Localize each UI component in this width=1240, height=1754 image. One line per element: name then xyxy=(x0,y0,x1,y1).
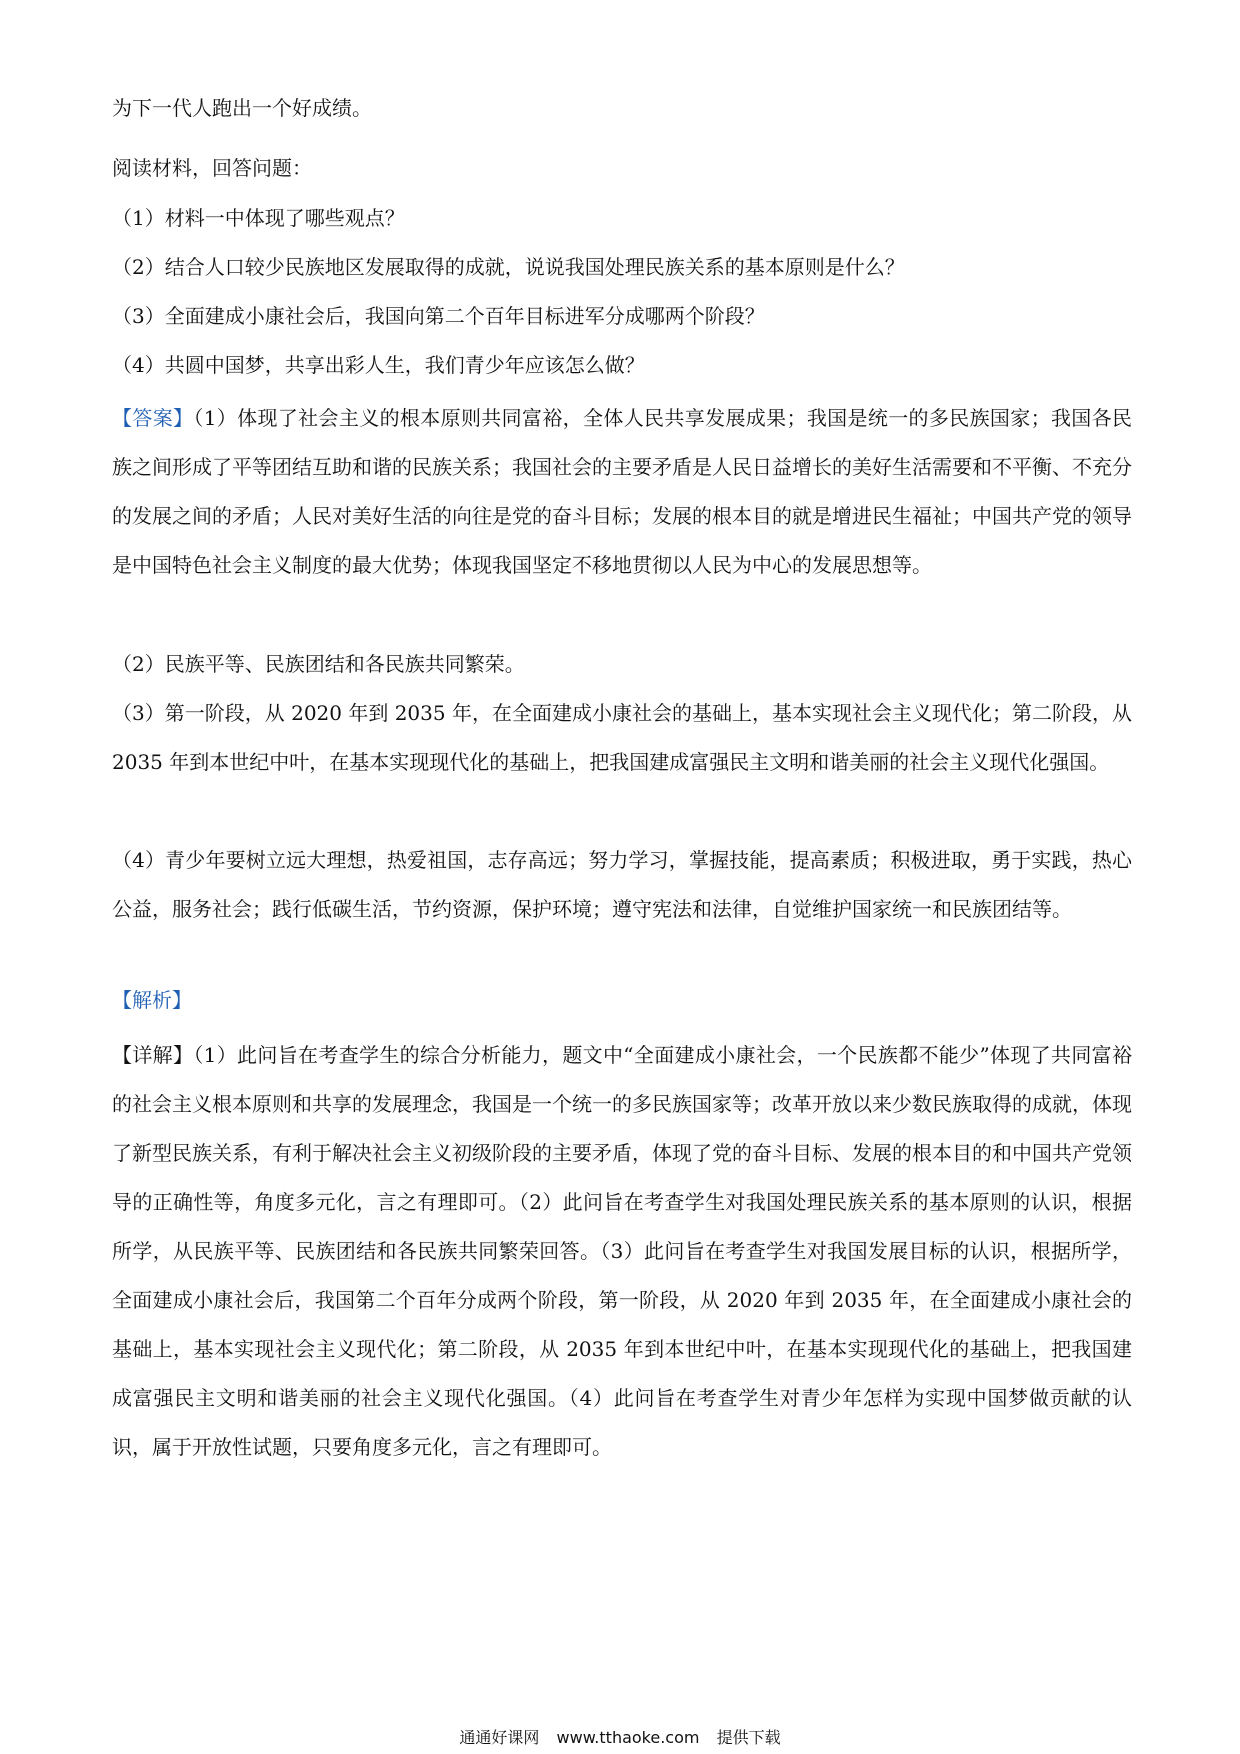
footer-note: 提供下载 xyxy=(716,1728,781,1747)
detail-text: （1）此问旨在考查学生的综合分析能力，题文中“全面建成小康社会，一个民族都不能少”体现了共同富裕的社会主义根本原则和共享的发展理念，我国是一个统一的多民族国家等；改革开放以来少数民族取得的成就，体现了新型民族关系，有利于解决社会主义初级阶段的主要矛盾，体现了党的奋斗目标、发展的根本目的和中国共产党领导的正确性等，角度多元化，言之有理即可。（2）此问旨在考查学生对我国处理民族关系的基本原则的认识，根据所学，从民族平等、民族团结和各民族共同繁荣回答。（3）此问旨在考查学生对我国发展目标的认识，根据所学，全面建成小康社会后，我国第二个百年分成两个阶段，第一阶段，从 2020 年到 2035 年，在全面建成小康社会的基础上，基本实现社会主义现代化；第二阶段，从 2035 年到本世纪中叶，在基本实现现代化的基础上，把我国建成富强民主文明和谐美丽的社会主义现代化强国。（4）此问旨在考查学生对青少年怎样为实现中国梦做贡献的认识，属于开放性试题，只要角度多元化，言之有理即可。 xyxy=(112,1043,1132,1459)
answer-label: 【答案】 xyxy=(112,406,194,430)
question-3: （3）全面建成小康社会后，我国向第二个百年目标进军分成哪两个阶段？ xyxy=(112,304,765,328)
intro-tail: 为下一代人跑出一个好成绩。 xyxy=(112,96,372,120)
page-footer xyxy=(0,1728,1240,1748)
answer-part-1-text: （1）体现了社会主义的根本原则共同富裕，全体人民共享发展成果；我国是统一的多民族国家；我国各民族之间形成了平等团结互助和谐的民族关系；我国社会的主要矛盾是人民日益增长的美好生活需要和不平衡、不充分的发展之间的矛盾；人民对美好生活的向往是党的奋斗目标；发展的根本目的就是增进民生福祉；中国共产党的领导是中国特色社会主义制度的最大优势；体现我国坚定不移地贯彻以人民为中心的发展思想等。 xyxy=(112,406,1132,577)
question-1: （1）材料一中体现了哪些观点？ xyxy=(112,206,405,230)
answer-part-2: （2）民族平等、民族团结和各民族共同繁荣。 xyxy=(112,652,525,676)
answer-part-1 xyxy=(112,394,1132,590)
detail-label: 【详解】 xyxy=(112,1043,194,1067)
analysis-label: 【解析】 xyxy=(112,988,192,1012)
question-2: （2）结合人口较少民族地区发展取得的成就，说说我国处理民族关系的基本原则是什么？ xyxy=(112,255,905,279)
detail-paragraph xyxy=(112,1031,1132,1472)
question-4: （4）共圆中国梦，共享出彩人生，我们青少年应该怎么做？ xyxy=(112,353,645,377)
footer-site-name: 通通好课网 xyxy=(459,1728,540,1747)
footer-url[interactable]: www.tthaoke.com xyxy=(556,1728,700,1747)
instruction: 阅读材料，回答问题： xyxy=(112,156,312,180)
answer-part-4: （4）青少年要树立远大理想，热爱祖国，志存高远；努力学习，掌握技能，提高素质；积极进取，勇于实践，热心公益，服务社会；践行低碳生活，节约资源，保护环境；遵守宪法和法律，自觉维护国家统一和民族团结等。 xyxy=(112,848,1132,921)
answer-part-3: （3）第一阶段，从 2020 年到 2035 年，在全面建成小康社会的基础上，基本实现社会主义现代化；第二阶段，从 2035 年到本世纪中叶，在基本实现现代化的基础上，把我国建成富强民主文明和谐美丽的社会主义现代化强国。 xyxy=(112,701,1132,774)
